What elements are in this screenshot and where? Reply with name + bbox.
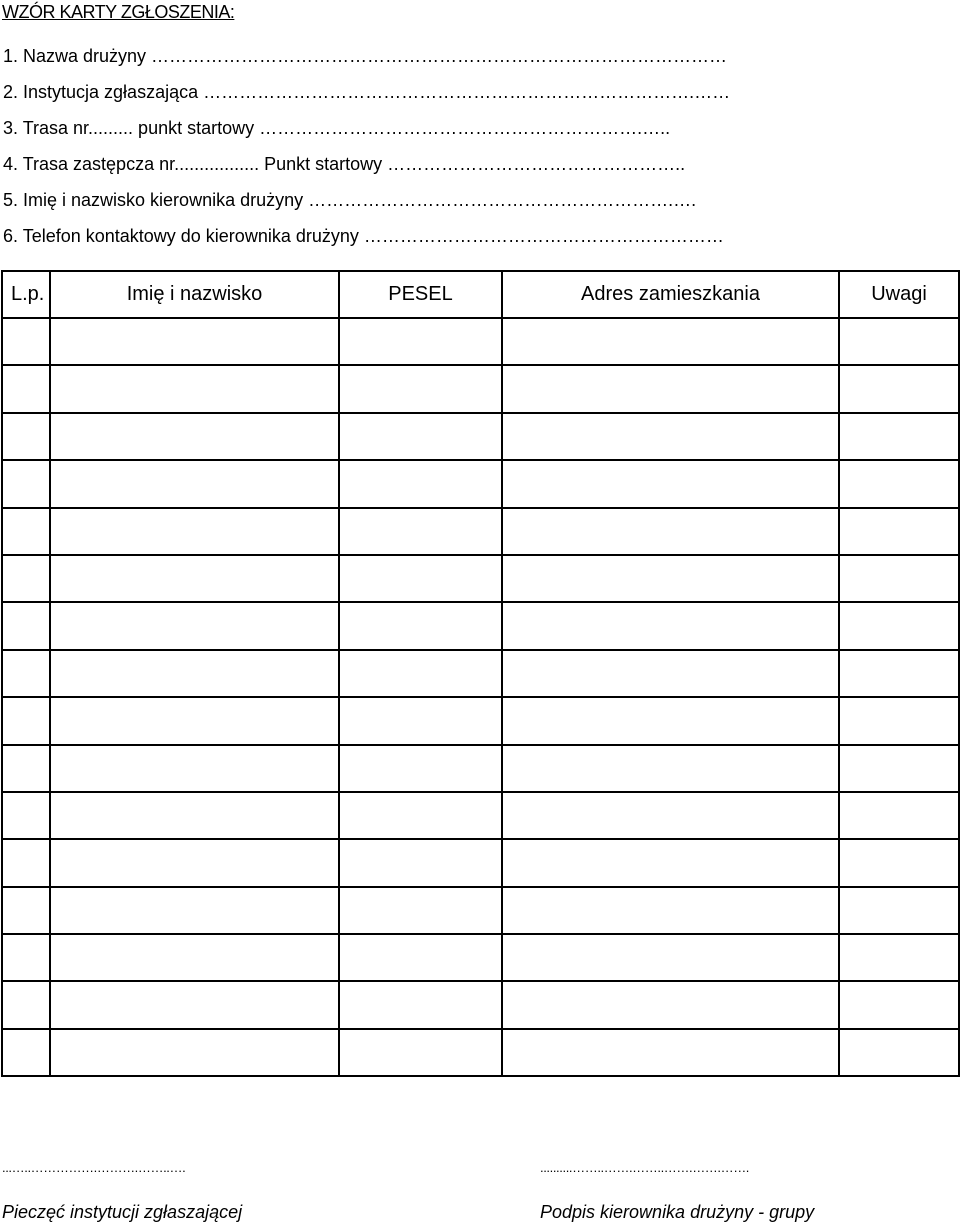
cell-remarks[interactable] xyxy=(839,981,959,1028)
cell-remarks[interactable] xyxy=(839,839,959,886)
cell-lp[interactable] xyxy=(2,981,50,1028)
cell-address[interactable] xyxy=(502,697,839,744)
cell-pesel[interactable] xyxy=(339,745,502,792)
cell-pesel[interactable] xyxy=(339,839,502,886)
cell-pesel[interactable] xyxy=(339,555,502,602)
participants-table xyxy=(1,270,960,1077)
cell-name[interactable] xyxy=(50,1029,339,1076)
field-team-name: 1. Nazwa drużyny …………………………………………………………………………………… xyxy=(3,46,728,66)
cell-remarks[interactable] xyxy=(839,365,959,412)
cell-address[interactable] xyxy=(502,508,839,555)
cell-lp[interactable] xyxy=(2,602,50,649)
cell-address[interactable] xyxy=(502,460,839,507)
cell-address[interactable] xyxy=(502,555,839,602)
cell-lp[interactable] xyxy=(2,934,50,981)
table-row xyxy=(2,981,959,1028)
table-row xyxy=(2,555,959,602)
cell-name[interactable] xyxy=(50,365,339,412)
table-row xyxy=(2,697,959,744)
table-row xyxy=(2,887,959,934)
column-header-lp: L.p. xyxy=(2,271,50,318)
cell-lp[interactable] xyxy=(2,508,50,555)
column-header-address: Adres zamieszkania xyxy=(502,271,839,318)
cell-lp[interactable] xyxy=(2,318,50,365)
table-row xyxy=(2,413,959,460)
table-row xyxy=(2,792,959,839)
cell-address[interactable] xyxy=(502,981,839,1028)
cell-address[interactable] xyxy=(502,792,839,839)
cell-name[interactable] xyxy=(50,745,339,792)
cell-pesel[interactable] xyxy=(339,365,502,412)
cell-remarks[interactable] xyxy=(839,1029,959,1076)
cell-pesel[interactable] xyxy=(339,697,502,744)
cell-name[interactable] xyxy=(50,981,339,1028)
cell-remarks[interactable] xyxy=(839,745,959,792)
field-alternate-route-start: 4. Trasa zastępcza nr................. Punkt startowy ………………………………………….. xyxy=(3,154,686,174)
cell-address[interactable] xyxy=(502,318,839,365)
cell-remarks[interactable] xyxy=(839,650,959,697)
cell-name[interactable] xyxy=(50,650,339,697)
institution-stamp-block xyxy=(2,1160,242,1223)
cell-pesel[interactable] xyxy=(339,318,502,365)
cell-name[interactable] xyxy=(50,792,339,839)
cell-address[interactable] xyxy=(502,887,839,934)
stamp-caption: Pieczęć instytucji zgłaszającej xyxy=(2,1202,243,1222)
cell-remarks[interactable] xyxy=(839,887,959,934)
cell-remarks[interactable] xyxy=(839,934,959,981)
cell-address[interactable] xyxy=(502,602,839,649)
cell-name[interactable] xyxy=(50,508,339,555)
cell-remarks[interactable] xyxy=(839,555,959,602)
cell-pesel[interactable] xyxy=(339,934,502,981)
cell-lp[interactable] xyxy=(2,365,50,412)
cell-name[interactable] xyxy=(50,697,339,744)
cell-address[interactable] xyxy=(502,934,839,981)
cell-pesel[interactable] xyxy=(339,792,502,839)
cell-pesel[interactable] xyxy=(339,887,502,934)
table-row xyxy=(2,934,959,981)
cell-pesel[interactable] xyxy=(339,602,502,649)
cell-pesel[interactable] xyxy=(339,650,502,697)
form-fields xyxy=(3,44,958,260)
table-body xyxy=(2,318,959,1076)
cell-pesel[interactable] xyxy=(339,508,502,555)
column-header-remarks: Uwagi xyxy=(839,271,959,318)
cell-lp[interactable] xyxy=(2,555,50,602)
cell-address[interactable] xyxy=(502,650,839,697)
cell-name[interactable] xyxy=(50,318,339,365)
cell-pesel[interactable] xyxy=(339,981,502,1028)
table-row xyxy=(2,745,959,792)
table-row xyxy=(2,318,959,365)
stamp-dotted-line: ...…..…………….……….……..…. xyxy=(2,1160,186,1175)
cell-address[interactable] xyxy=(502,1029,839,1076)
cell-name[interactable] xyxy=(50,934,339,981)
cell-lp[interactable] xyxy=(2,745,50,792)
table-row xyxy=(2,839,959,886)
cell-address[interactable] xyxy=(502,365,839,412)
cell-name[interactable] xyxy=(50,460,339,507)
cell-lp[interactable] xyxy=(2,887,50,934)
cell-address[interactable] xyxy=(502,413,839,460)
cell-lp[interactable] xyxy=(2,413,50,460)
column-header-name: Imię i nazwisko xyxy=(50,271,339,318)
cell-lp[interactable] xyxy=(2,697,50,744)
cell-address[interactable] xyxy=(502,745,839,792)
field-route-start: 3. Trasa nr......... punkt startowy ……………………………………………………….….. xyxy=(3,118,671,138)
table-header-row xyxy=(2,271,959,318)
cell-remarks[interactable] xyxy=(839,508,959,555)
form-title: WZÓR KARTY ZGŁOSZENIA: xyxy=(2,2,235,22)
signature-dotted-line: ..........……..…….……..…….…….……. xyxy=(540,1160,750,1175)
field-team-leader-name: 5. Imię i nazwisko kierownika drużyny …………………………………………………….…. xyxy=(3,190,697,210)
cell-remarks[interactable] xyxy=(839,602,959,649)
cell-pesel[interactable] xyxy=(339,1029,502,1076)
cell-name[interactable] xyxy=(50,555,339,602)
cell-name[interactable] xyxy=(50,839,339,886)
field-submitting-institution: 2. Instytucja zgłaszająca ……………………………………………………………………….…… xyxy=(3,82,731,102)
table-row xyxy=(2,650,959,697)
cell-remarks[interactable] xyxy=(839,318,959,365)
signature-caption: Podpis kierownika drużyny - grupy xyxy=(540,1202,815,1222)
cell-lp[interactable] xyxy=(2,792,50,839)
cell-name[interactable] xyxy=(50,887,339,934)
cell-remarks[interactable] xyxy=(839,460,959,507)
table-row xyxy=(2,602,959,649)
column-header-pesel: PESEL xyxy=(339,271,502,318)
cell-remarks[interactable] xyxy=(839,697,959,744)
cell-name[interactable] xyxy=(50,602,339,649)
cell-name[interactable] xyxy=(50,413,339,460)
field-team-leader-phone: 6. Telefon kontaktowy do kierownika drużyny …………………………………………………… xyxy=(3,226,724,246)
cell-lp[interactable] xyxy=(2,839,50,886)
cell-lp[interactable] xyxy=(2,460,50,507)
table-row xyxy=(2,508,959,555)
cell-pesel[interactable] xyxy=(339,413,502,460)
cell-pesel[interactable] xyxy=(339,460,502,507)
table-row xyxy=(2,365,959,412)
table-row xyxy=(2,460,959,507)
cell-lp[interactable] xyxy=(2,1029,50,1076)
table-row xyxy=(2,1029,959,1076)
leader-signature-block xyxy=(540,1160,814,1223)
cell-address[interactable] xyxy=(502,839,839,886)
cell-lp[interactable] xyxy=(2,650,50,697)
cell-remarks[interactable] xyxy=(839,792,959,839)
cell-remarks[interactable] xyxy=(839,413,959,460)
